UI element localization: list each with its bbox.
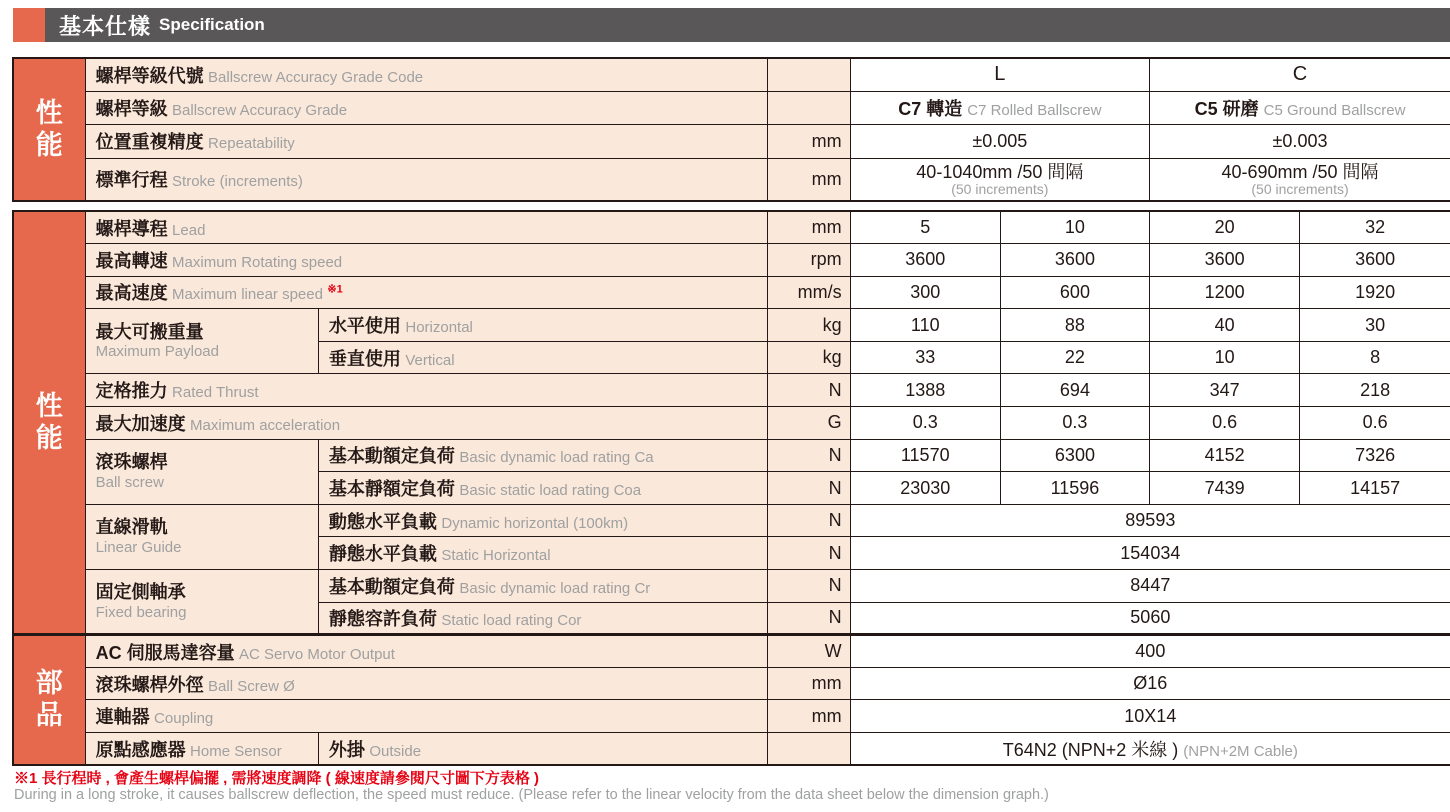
ballscrew-dynamic-label: 基本動額定負荷 Basic dynamic load rating Ca [318, 439, 767, 472]
coupling-unit: mm [767, 700, 850, 733]
page-title-en: Specification [159, 15, 265, 34]
fixed-bearing-dynamic-unit: N [767, 570, 850, 603]
row-grade-code [13, 58, 1450, 91]
row-fixed-bearing-dynamic [13, 570, 1450, 603]
ballscrew-static-label: 基本靜額定負荷 Basic static load rating Coa [318, 472, 767, 505]
rated-thrust-unit: N [767, 374, 850, 407]
fixed-bearing-dynamic-value: 8447 [850, 570, 1450, 603]
page-title-zh: 基本仕樣 [59, 13, 152, 39]
payload-vertical-label: 垂直使用 Vertical [318, 341, 767, 374]
max-accel-label: 最大加速度 Maximum acceleration [85, 407, 767, 440]
row-ballscrew-dynamic [13, 439, 1450, 472]
ballscrew-static-value-2: 11596 [1000, 472, 1149, 505]
row-payload-horizontal [13, 309, 1450, 342]
max-accel-value-4: 0.6 [1300, 407, 1450, 440]
ballscrew-dynamic-value-2: 6300 [1000, 439, 1149, 472]
max-rpm-label: 最高轉速 Maximum Rotating speed [85, 244, 767, 277]
screw-dia-unit: mm [767, 667, 850, 700]
row-servo [13, 635, 1450, 668]
rated-thrust-value-3: 347 [1150, 374, 1300, 407]
linear-guide-dynamic-value: 89593 [850, 504, 1450, 537]
rated-thrust-value-1: 1388 [850, 374, 1000, 407]
payload-horizontal-value-1: 110 [850, 309, 1000, 342]
fixed-bearing-static-unit: N [767, 602, 850, 635]
stroke-unit: mm [767, 158, 850, 201]
ballscrew-static-unit: N [767, 472, 850, 505]
stroke-label: 標準行程 Stroke (increments) [85, 158, 767, 201]
linear-guide-dynamic-unit: N [767, 504, 850, 537]
grade-value-l: C7 轉造 C7 Rolled Ballscrew [850, 91, 1149, 124]
fixed-bearing-static-value: 5060 [850, 602, 1450, 635]
payload-horizontal-value-3: 40 [1150, 309, 1300, 342]
ballscrew-static-value-3: 7439 [1150, 472, 1300, 505]
row-repeatability [13, 124, 1450, 158]
payload-vertical-value-1: 33 [850, 341, 1000, 374]
repeatability-value-l: ±0.005 [850, 124, 1149, 158]
section-label-parts: 部品 [13, 635, 85, 765]
section-header [13, 8, 1450, 42]
max-accel-value-2: 0.3 [1000, 407, 1149, 440]
stroke-value-c: 40-690mm /50 間隔 (50 increments) [1150, 158, 1450, 201]
linear-guide-static-unit: N [767, 537, 850, 570]
max-rpm-unit: rpm [767, 244, 850, 277]
screw-dia-value: Ø16 [850, 667, 1450, 700]
ballscrew-dynamic-value-3: 4152 [1150, 439, 1300, 472]
lead-unit: mm [767, 211, 850, 244]
linear-guide-static-value: 154034 [850, 537, 1450, 570]
grade-code-label: 螺桿等級代號 Ballscrew Accuracy Grade Code [85, 58, 767, 91]
row-rated-thrust [13, 374, 1450, 407]
lead-value-3: 20 [1150, 211, 1300, 244]
payload-horizontal-unit: kg [767, 309, 850, 342]
max-accel-value-1: 0.3 [850, 407, 1000, 440]
row-linear-guide-dynamic [13, 504, 1450, 537]
linear-guide-group-label: 直線滑軌 Linear Guide [85, 504, 318, 569]
repeatability-label: 位置重複精度 Repeatability [85, 124, 767, 158]
home-sensor-sub-label: 外掛 Outside [318, 733, 767, 766]
max-speed-unit: mm/s [767, 276, 850, 309]
row-stroke [13, 158, 1450, 201]
payload-vertical-unit: kg [767, 341, 850, 374]
payload-horizontal-value-2: 88 [1000, 309, 1149, 342]
servo-unit: W [767, 635, 850, 668]
linear-guide-dynamic-label: 動態水平負載 Dynamic horizontal (100km) [318, 504, 767, 537]
max-speed-label: 最高速度 Maximum linear speed $^{※1}$ [85, 276, 767, 309]
payload-horizontal-label: 水平使用 Horizontal [318, 309, 767, 342]
home-sensor-label: 原點感應器 Home Sensor [85, 733, 318, 766]
max-rpm-value-4: 3600 [1300, 244, 1450, 277]
max-accel-value-3: 0.6 [1150, 407, 1300, 440]
payload-vertical-value-2: 22 [1000, 341, 1149, 374]
row-screw-dia [13, 667, 1450, 700]
section-label-performance-2: 性能 [13, 211, 85, 635]
row-home-sensor [13, 733, 1450, 766]
grade-value-c: C5 研磨 C5 Ground Ballscrew [1150, 91, 1450, 124]
max-speed-value-1: 300 [850, 276, 1000, 309]
lead-label: 螺桿導程 Lead [85, 211, 767, 244]
spec-table-grade [12, 57, 1450, 202]
coupling-value: 10X14 [850, 700, 1450, 733]
fixed-bearing-dynamic-label: 基本動額定負荷 Basic dynamic load rating Cr [318, 570, 767, 603]
lead-value-2: 10 [1000, 211, 1149, 244]
home-sensor-value: T64N2 (NPN+2 米線 ) (NPN+2M Cable) [850, 733, 1450, 766]
screw-dia-label: 滾珠螺桿外徑 Ball Screw Ø [85, 667, 767, 700]
section-label-performance-1: 性能 [13, 58, 85, 201]
payload-horizontal-value-4: 30 [1300, 309, 1450, 342]
row-max-rpm [13, 244, 1450, 277]
header-title-bar [45, 8, 1450, 42]
row-coupling [13, 700, 1450, 733]
linear-guide-static-label: 靜態水平負載 Static Horizontal [318, 537, 767, 570]
home-sensor-unit [767, 733, 850, 766]
header-accent-square [13, 8, 45, 42]
payload-vertical-value-4: 8 [1300, 341, 1450, 374]
fixed-bearing-static-label: 靜態容許負荷 Static load rating Cor [318, 602, 767, 635]
servo-label: AC 伺服馬達容量 AC Servo Motor Output [85, 635, 767, 668]
max-speed-value-4: 1920 [1300, 276, 1450, 309]
payload-group-label: 最大可搬重量 Maximum Payload [85, 309, 318, 374]
servo-value: 400 [850, 635, 1450, 668]
grade-unit [767, 91, 850, 124]
row-grade [13, 91, 1450, 124]
ballscrew-static-value-4: 14157 [1300, 472, 1450, 505]
row-lead [13, 211, 1450, 244]
lead-value-4: 32 [1300, 211, 1450, 244]
grade-code-value-c: C [1150, 58, 1450, 91]
max-accel-unit: G [767, 407, 850, 440]
row-max-accel [13, 407, 1450, 440]
footnote-ref-1: ※1 [327, 284, 343, 297]
ballscrew-dynamic-value-1: 11570 [850, 439, 1000, 472]
max-rpm-value-2: 3600 [1000, 244, 1149, 277]
max-speed-value-3: 1200 [1150, 276, 1300, 309]
stroke-value-l: 40-1040mm /50 間隔 (50 increments) [850, 158, 1149, 201]
repeatability-value-c: ±0.003 [1150, 124, 1450, 158]
rated-thrust-value-4: 218 [1300, 374, 1450, 407]
rated-thrust-label: 定格推力 Rated Thrust [85, 374, 767, 407]
row-max-speed [13, 276, 1450, 309]
payload-vertical-value-3: 10 [1150, 341, 1300, 374]
footnote-en: During in a long stroke, it causes ballscrew deflection, the speed must reduce. (Please refer to the linear velocity from the data sheet below the dimension graph.) [14, 787, 1049, 803]
ballscrew-dynamic-unit: N [767, 439, 850, 472]
max-rpm-value-3: 3600 [1150, 244, 1300, 277]
ballscrew-static-value-1: 23030 [850, 472, 1000, 505]
coupling-label: 連軸器 Coupling [85, 700, 767, 733]
lead-value-1: 5 [850, 211, 1000, 244]
ballscrew-dynamic-value-4: 7326 [1300, 439, 1450, 472]
grade-code-unit [767, 58, 850, 91]
rated-thrust-value-2: 694 [1000, 374, 1149, 407]
fixed-bearing-group-label: 固定側軸承 Fixed bearing [85, 570, 318, 635]
grade-code-value-l: L [850, 58, 1149, 91]
max-speed-value-2: 600 [1000, 276, 1149, 309]
spec-table-performance-parts [12, 210, 1450, 766]
repeatability-unit: mm [767, 124, 850, 158]
max-rpm-value-1: 3600 [850, 244, 1000, 277]
grade-label: 螺桿等級 Ballscrew Accuracy Grade [85, 91, 767, 124]
footnote-zh: ※1 長行程時 , 會產生螺桿偏擺 , 需將速度調降 ( 線速度請參閱尺寸圖下方表格 ) [14, 770, 540, 787]
ballscrew-group-label: 滾珠螺桿 Ball screw [85, 439, 318, 504]
